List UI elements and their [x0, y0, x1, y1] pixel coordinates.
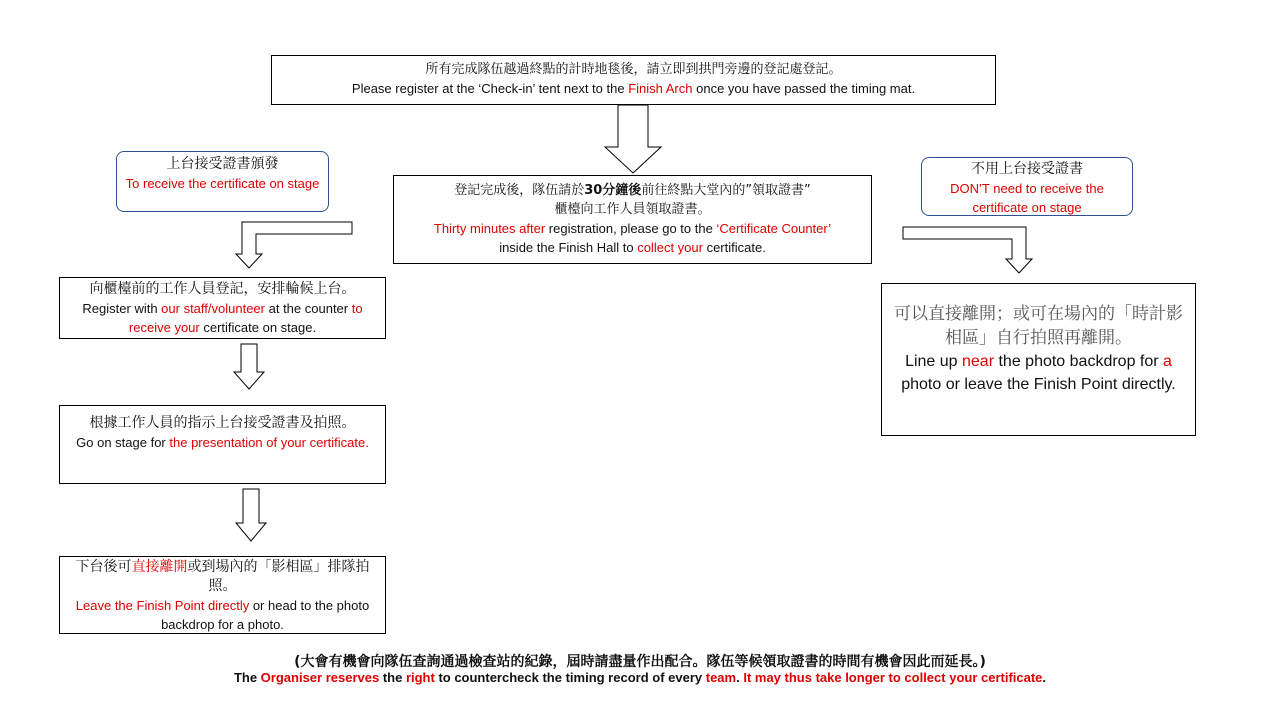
- leave-or-photo-zh: 可以直接離開；或可在場內的「時計影相區」自行拍照再離開。: [894, 304, 1183, 348]
- down-arrow-icon: [236, 489, 268, 545]
- middle-instruction-en: Thirty minutes after registration, please go to the ‘Certificate Counter’: [433, 221, 832, 236]
- middle-instruction-en-2: inside the Finish Hall to collect your certificate.: [499, 240, 766, 255]
- step-stage-en: Go on stage for the presentation of your certificate.: [76, 435, 369, 450]
- step-leave-en: Leave the Finish Point directly or head to the photo backdrop for a photo.: [75, 598, 370, 632]
- step-register-box: [59, 277, 386, 339]
- bent-arrow-right-icon: [902, 227, 1034, 275]
- middle-instruction-zh: 登記完成後，隊伍請於30分鐘後前往終點大堂內的”領取證書”: [454, 183, 811, 198]
- no-stage-header: [921, 157, 1133, 216]
- step-stage-box: [59, 405, 386, 484]
- top-instruction-zh: 所有完成隊伍越過終點的計時地毯後，請立即到拱門旁邊的登記處登記。: [425, 62, 842, 77]
- step-leave-box: [59, 556, 386, 634]
- no-stage-header-zh: 不用上台接受證書: [971, 161, 1083, 177]
- bent-arrow-left-icon: [234, 222, 356, 270]
- top-instruction-en: Please register at the ‘Check-in’ tent next to the Finish Arch once you have passed the timing mat.: [351, 81, 916, 96]
- no-stage-header-en: DON’T need to receive the certificate on stage: [950, 181, 1104, 215]
- top-instruction-box: [271, 55, 996, 105]
- step-stage-zh: 根據工作人員的指示上台接受證書及拍照。: [89, 415, 356, 431]
- on-stage-header: [116, 151, 329, 212]
- middle-instruction-box: [393, 175, 872, 264]
- step-register-en: Register with our staff/volunteer at the counter to receive your certificate on stage.: [82, 301, 363, 335]
- leave-or-photo-box: [881, 283, 1196, 436]
- on-stage-header-en: To receive the certificate on stage: [125, 176, 320, 191]
- down-arrow-icon: [234, 344, 266, 392]
- on-stage-header-zh: 上台接受證書頒發: [166, 156, 279, 172]
- step-leave-zh: 下台後可直接離開或到場內的「影相區」排隊拍照。: [75, 559, 370, 594]
- step-register-zh: 向櫃檯前的工作人員登記，安排輪候上台。: [89, 281, 356, 297]
- footer-note-zh: (大會有機會向隊伍查詢通過檢查站的紀錄，屆時請盡量作出配合。隊伍等候領取證書的時間有機會因此而延長。): [294, 654, 986, 670]
- footer-note-en: The Organiser reserves the right to countercheck the timing record of every team. It may thus take longer to collect your certificate.: [233, 670, 1047, 685]
- middle-instruction-zh-2: 櫃檯向工作人員領取證書。: [554, 202, 711, 217]
- leave-or-photo-en: Line up near the photo backdrop for a photo or leave the Finish Point directly.: [901, 353, 1176, 393]
- down-arrow-icon: [603, 105, 663, 175]
